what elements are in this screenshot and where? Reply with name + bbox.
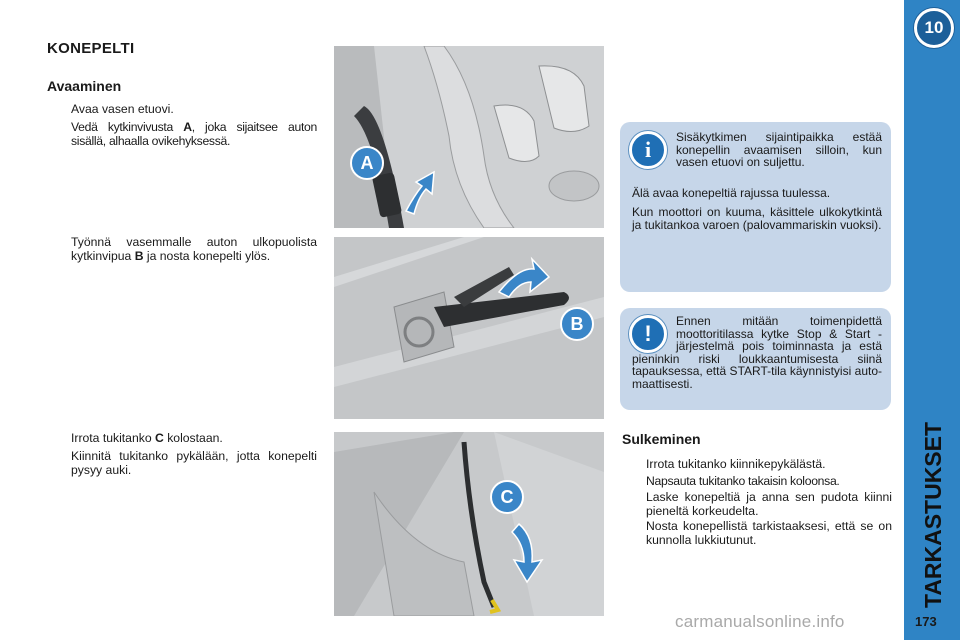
opening-title: Avaaminen — [47, 78, 122, 94]
closing-step-3 — [622, 491, 892, 518]
section-heading: KONEPELTI — [47, 40, 135, 57]
warning-box — [620, 308, 891, 410]
step-letter-a: A — [183, 120, 192, 134]
step-text: Nosta konepellistä tarkistaaksesi, että se on kunnolla lukkiutunut. — [646, 519, 892, 547]
opening-step-5 — [47, 450, 317, 477]
step-text: Avaa vasen etuovi. — [71, 102, 174, 116]
warning-text — [632, 315, 882, 391]
photo-interior-release-lever — [334, 46, 604, 228]
info-box — [620, 122, 891, 292]
info-paragraph-3: Kun moottori on kuuma, käsittele ulkokytkintä ja tukitankoa varoen (palovammariskin vuoksi). — [632, 205, 882, 232]
chapter-title — [912, 420, 952, 610]
photo-c-illustration — [334, 432, 604, 616]
step-text-rest: , joka sijaitsee auton sisällä, alhaalla ovikehyksessä. — [71, 120, 317, 148]
info-icon: i — [629, 131, 667, 169]
step-letter-c: C — [155, 431, 164, 445]
closing-title: Sulkeminen — [622, 431, 701, 447]
photo-support-rod — [334, 432, 604, 616]
chapter-number-badge: 10 — [914, 8, 954, 48]
step-letter-b: B — [134, 248, 144, 263]
info-paragraph-1: Sisäkytkimen sijaintipaikka estää konepellin avaamisen silloin, kun vasen etuovi on suljettu. — [676, 130, 882, 170]
step-text: Työnnä vasemmalle auton ulkopuolista kytkinvipua — [71, 235, 317, 263]
opening-step-2 — [47, 121, 317, 148]
closing-step-1 — [622, 458, 892, 472]
step-text: Laske konepeltiä ja anna sen pudota kiinni pieneltä korkeudelta. — [646, 490, 892, 518]
info-paragraph-2: Älä avaa konepeltiä rajussa tuulessa. — [632, 186, 831, 200]
step-text: Irrota tukitanko kiinnikepykälästä. — [646, 457, 826, 471]
label-c-badge: C — [490, 480, 524, 514]
opening-step-3 — [47, 236, 317, 263]
warning-icon: ! — [629, 315, 667, 353]
label-b-badge: B — [560, 307, 594, 341]
label-a-badge: A — [350, 146, 384, 180]
photo-a-illustration — [334, 46, 604, 228]
closing-step-2 — [622, 475, 892, 489]
photo-exterior-release-lever — [334, 237, 604, 419]
step-text: Vedä kytkinvivusta — [71, 120, 184, 134]
closing-step-4 — [622, 520, 892, 547]
page-number: 173 — [915, 614, 937, 629]
chapter-title-text: TARKASTUKSET — [920, 421, 946, 608]
step-text-rest: ja nosta konepelti ylös. — [143, 248, 271, 263]
opening-step-1 — [47, 103, 317, 117]
opening-step-4 — [47, 432, 317, 446]
watermark: carmanualsonline.info — [675, 612, 845, 631]
step-text: Irrota tukitanko — [71, 431, 155, 445]
step-text-rest: kolostaan. — [163, 431, 223, 445]
step-text: Kiinnitä tukitanko pykälään, jotta konepelti pysyy auki. — [71, 449, 317, 477]
step-text: Napsauta tukitanko takaisin koloonsa. — [646, 474, 840, 488]
warning-text-content: Ennen mitään toimenpidettä moottoritilassa kytke Stop & Start -järjestelmä pois toiminnasta ja estä pieninkin riski loukkaantumisesta siinä tapauksessa, että START-tila käynnistyisi automaattisesti. — [632, 314, 882, 391]
